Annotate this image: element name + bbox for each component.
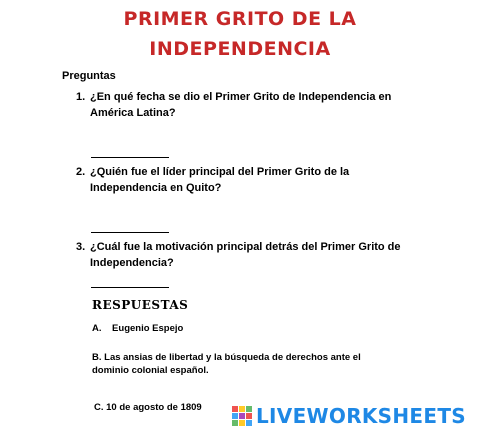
answer-c: C. 10 de agosto de 1809	[94, 402, 202, 413]
questions-label: Preguntas	[62, 70, 116, 82]
answer-line-1[interactable]	[91, 157, 169, 158]
liveworksheets-logo	[232, 403, 466, 429]
question-1-number: 1.	[76, 91, 86, 103]
question-1-text: ¿En qué fecha se dio el Primer Grito de Independencia en América Latina?	[90, 91, 392, 119]
title-line-2: INDEPENDENCIA	[149, 38, 331, 60]
question-2-text: ¿Quién fue el líder principal del Primer Grito de la Independencia en Quito?	[90, 166, 350, 194]
question-2-number: 2.	[76, 166, 86, 178]
answer-b: B. Las ansias de libertad y la búsqueda de derechos ante el dominio colonial español.	[92, 352, 361, 376]
question-3-number: 3.	[76, 241, 86, 253]
question-3-text: ¿Cuál fue la motivación principal detrás del Primer Grito de Independencia?	[90, 241, 401, 269]
answer-a: A. Eugenio Espejo	[92, 323, 184, 334]
logo-text: LIVEWORKSHEETS	[256, 404, 467, 428]
answers-title: RESPUESTAS	[92, 298, 189, 312]
logo-blocks-icon	[232, 406, 252, 426]
title-line-1: PRIMER GRITO DE LA	[123, 8, 357, 30]
answer-line-2[interactable]	[91, 232, 169, 233]
answer-line-3[interactable]	[91, 287, 169, 288]
